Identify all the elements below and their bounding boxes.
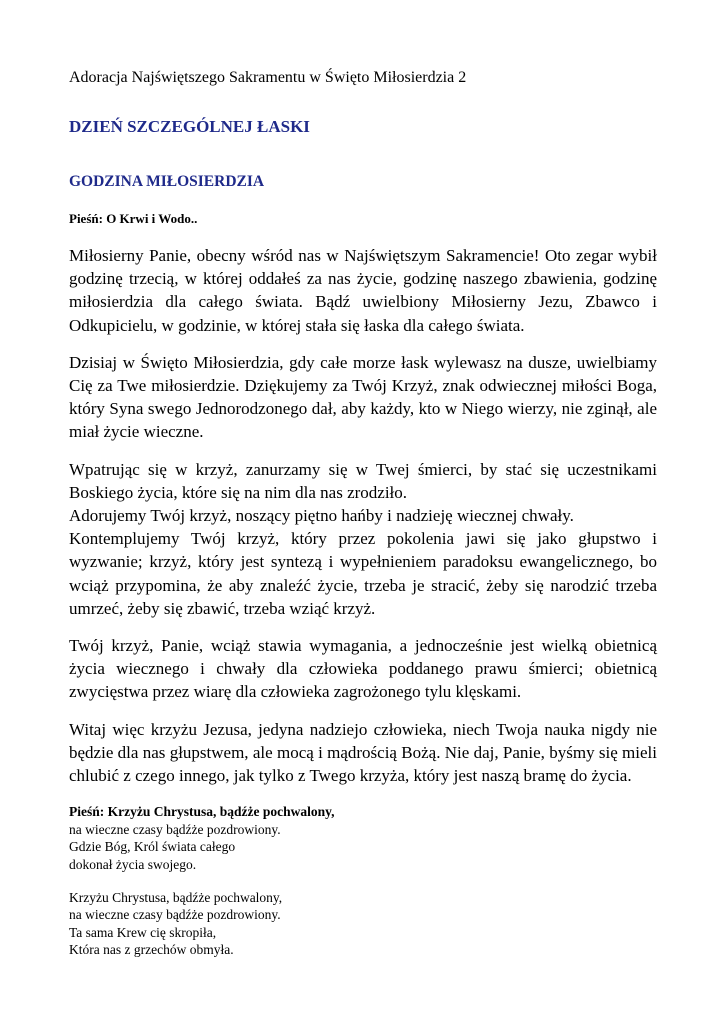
paragraph: Kontemplujemy Twój krzyż, który przez pokolenia jawi się jako głupstwo i wyzwanie; krzyż, który jest syntezą i wypełnieniem paradoksu ewangelicznego, bo wciąż przypomina, że aby znaleźć życie, trzeba je stracić, żeby się narodzić trzeba umrzeć, żeby się zbawić, trzeba wziąć krzyż. <box>69 529 657 618</box>
hymn-line: Krzyżu Chrystusa, bądźże pochwalony, <box>69 889 283 905</box>
hymn-title-line: Pieśń: Krzyżu Chrystusa, bądźże pochwalony, <box>69 804 335 820</box>
paragraph: Miłosierny Panie, obecny wśród nas w Najświętszym Sakramencie! Oto zegar wybił godzinę trzecią, w której oddałeś za nas życie, godzinę naszego zbawienia, godzinę miłosierdzia dla całego świata. Bądź uwielbiony Miłosierny Jezu, Zbawco i Odkupicielu, w godzinie, w której stała się łaska dla całego świata. <box>69 246 657 335</box>
hymn-line: dokonał życia swojego. <box>69 857 197 873</box>
paragraph: Wpatrując się w krzyż, zanurzamy się w Twej śmierci, by stać się uczestnikami Boskiego życia, które się na nim dla nas zrodziło. <box>69 459 657 502</box>
hymn-line: Ta sama Krew cię skropiła, <box>69 924 217 940</box>
song-title: Pieśń: O Krwi i Wodo.. <box>69 211 198 226</box>
paragraph: Witaj więc krzyżu Jezusa, jedyna nadziejo człowieka, niech Twoja nauka nigdy nie będzie dla nas głupstwem, ale mocą i mądrością Bożą. Nie daj, Panie, byśmy się mieli chlubić z czego innego, jak tylko z Twego krzyża, który jest naszą bramę do życia. <box>69 719 657 786</box>
hymn-line: na wieczne czasy bądźże pozdrowiony. <box>69 907 281 923</box>
hymn-line: na wieczne czasy bądźże pozdrowiony. <box>69 821 281 837</box>
day-title: DZIEŃ SZCZEGÓLNEJ ŁASKI <box>69 117 310 136</box>
paragraph: Twój krzyż, Panie, wciąż stawia wymagania, a jednocześnie jest wielką obietnicą życia wiecznego i chwały dla człowieka poddanego prawu śmierci; obietnicą zwycięstwa przez wiarę dla człowieka zagrożonego tylu klęskami. <box>69 636 657 702</box>
hymn <box>69 803 657 959</box>
stanza-gap <box>69 874 657 889</box>
hymn-line: Która nas z grzechów obmyła. <box>69 942 234 958</box>
paragraph: Adorujemy Twój krzyż, noszący piętno hańby i nadzieję wiecznej chwały. <box>69 506 574 526</box>
hour-title: GODZINA MIŁOSIERDZIA <box>69 173 265 190</box>
document-page <box>69 68 657 959</box>
running-header: Adoracja Najświętszego Sakramentu w Święto Miłosierdzia 2 <box>69 69 467 86</box>
hymn-line: Gdzie Bóg, Król świata całego <box>69 839 236 855</box>
paragraph: Dzisiaj w Święto Miłosierdzia, gdy całe morze łask wylewasz na dusze, uwielbiamy Cię za Twe miłosierdzie. Dziękujemy za Twój Krzyż, znak odwiecznej miłości Boga, który Syna swego Jednorodzonego dał, aby każdy, kto w Niego wierzy, nie zginął, ale miał życie wieczne. <box>69 352 657 442</box>
